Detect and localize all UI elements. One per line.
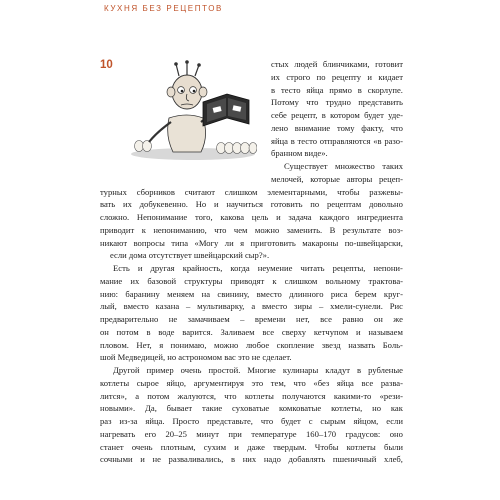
text-line: сочными и не разваливались, в них надо добавлять пшеничный хлеб, [100,454,403,465]
text-line: сложно. Непонимание того, какова цель и задача каждого ингредиента [100,212,403,222]
text-line: в тесто яйца прямо в скорлупе. [271,84,403,95]
text-line: их строго по рецепту и кидает [271,71,403,82]
text-line: лено внимание тому факту, что [271,122,403,133]
text-line: бранном виде». [271,148,328,159]
text-line: Другой пример очень простой. Многие кулинары кладут в рубленые [113,365,403,375]
text-line: станет очень плотным, сухим и даже твердым. Чтобы котлеты были [100,441,403,452]
text-line: лый, вместо казана – мультиварку, а вместо зиры – хмели-сунели. Рис [100,301,403,312]
text-line: пловом. Нет, я понимаю, можно любое скопление звезд назвать Боль- [100,339,403,350]
text-line: яйца в тесто отправляются «в разо- [271,135,403,146]
text-line: приводит к непониманию, что чем можно заменить. В результате воз- [100,224,403,235]
text-line: предварительно не замачиваем – времени нет, все равно он же [100,314,403,324]
text-line: никают вопросы типа «Могу ли я приготовить макароны по-швейцарски, [100,237,403,248]
text-line: Есть и другая крайность, когда неумение читать рецепты, непони- [113,263,403,273]
open-book-icon [203,94,249,126]
text-line: нагревать его 20–25 минут при температуре 160–170 градусов: оно [100,428,403,439]
text-line: нию: баранину меняем на свинину, вместо длинного риса берем круг- [100,288,403,299]
text-line: мелочей, которые авторы рецеп- [271,173,403,184]
chef-body [168,115,206,152]
text-line: мание их базовой структуры приводят к слишком вольному трактова- [100,275,403,286]
running-header: КУХНЯ БЕЗ РЕЦЕПТОВ [104,4,223,13]
text-line: если дома отсутствует швейцарский сыр?». [110,250,270,261]
text-line: Потому что трудно представить [271,97,403,108]
chef-eye-left [178,87,185,94]
text-line: стых людей блинчиками, готовит [271,59,403,69]
text-line: турных сборников считают слишком элементарными, чтобы разжевы- [100,186,403,197]
text-line: он потом в воде варится. Заливаем все сверху кетчупом и называем [100,326,403,337]
text-line: вать их добукевенно. Но и научиться готовить по рецептам довольно [100,199,403,210]
chef-eye-right [190,87,197,94]
text-line: Существует множество таких [284,161,403,171]
text-line: себе рецепт, в котором будет уде- [271,110,403,120]
chef-with-book-illustration [129,58,257,162]
text-line: котлеты сырое яйцо, аргументируя это тем, что «без яйца все разва- [100,377,403,388]
text-line: лится», а потом жалуются, что котлеты получаются какими-то «рези- [100,390,403,401]
text-line: новыми». Да, бывает такие суховатые комковатые котлеты, но как [100,403,403,414]
text-line: раз из-за яйца. Просто представьте, что будет с сырым яйцом, если [100,416,403,426]
page-number: 10 [100,59,113,71]
text-line: шой Медведицей, но астрономом вас это не сделает. [100,352,292,363]
